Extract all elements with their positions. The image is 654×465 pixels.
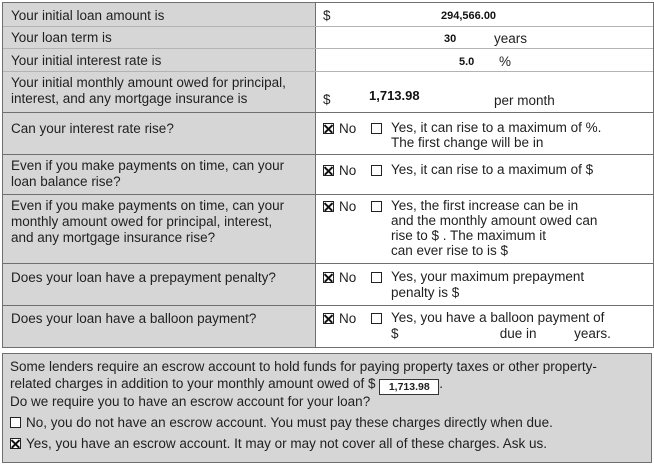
escrow-intro-line1: Some lenders require an escrow account to hold funds for paying property taxes or other property- bbox=[10, 359, 597, 374]
monthly-amount-unit: per month bbox=[494, 93, 555, 108]
interest-rate-value: 5.0 bbox=[459, 56, 475, 68]
monthly-amount-currency: $ bbox=[323, 92, 331, 107]
question-balance-rise-line1: Even if you make payments on time, can your bbox=[11, 158, 285, 173]
rate-rise-yes-line1: Yes, it can rise to a maximum of %. bbox=[391, 120, 602, 135]
monthly-amount-label-line1: Your initial monthly amount owed for principal, bbox=[11, 75, 286, 90]
checkbox-checked-icon[interactable] bbox=[323, 313, 334, 324]
monthly-amount-label-line2: interest, and any mortgage insurance is bbox=[11, 91, 248, 106]
escrow-intro-line2: related charges in addition to your monthly amount owed of $ 1,713.98 . bbox=[10, 376, 444, 393]
question-payment-rise-line2: monthly amount owed for principal, interest, bbox=[11, 214, 273, 229]
row-divider bbox=[3, 194, 653, 195]
loan-amount-label: Your initial loan amount is bbox=[11, 8, 165, 23]
escrow-amount-box: 1,713.98 bbox=[379, 379, 439, 395]
escrow-yes-option[interactable]: Yes, you have an escrow account. It may or may not cover all of these charges. Ask us. bbox=[10, 436, 547, 452]
payment-rise-no-option[interactable]: No bbox=[323, 199, 356, 215]
checkbox-empty-icon[interactable] bbox=[371, 313, 382, 324]
balloon-yes-checkbox[interactable] bbox=[371, 311, 387, 327]
question-prepayment-penalty: Does your loan have a prepayment penalty? bbox=[11, 270, 276, 285]
row-divider bbox=[3, 154, 653, 155]
loan-terms-table bbox=[2, 2, 654, 348]
prepayment-yes-line1: Yes, your maximum prepayment bbox=[391, 269, 585, 284]
prepayment-yes-line2: penalty is $ bbox=[391, 285, 460, 300]
escrow-no-option[interactable]: No, you do not have an escrow account. You must pay these charges directly when due. bbox=[10, 415, 553, 431]
loan-amount-currency: $ bbox=[323, 8, 331, 23]
interest-rate-unit: % bbox=[499, 54, 512, 69]
loan-disclosure-document bbox=[2, 2, 652, 463]
rate-rise-no-option[interactable]: No bbox=[323, 121, 356, 137]
loan-term-value: 30 bbox=[444, 33, 457, 45]
row-divider bbox=[3, 26, 653, 27]
balloon-yes-line2: $ due in years. bbox=[391, 326, 611, 341]
payment-rise-yes-checkbox[interactable] bbox=[371, 199, 387, 215]
checkbox-checked-icon[interactable] bbox=[323, 272, 334, 283]
row-divider bbox=[3, 48, 653, 49]
escrow-question: Do we require you to have an escrow account for your loan? bbox=[10, 394, 371, 409]
loan-amount-value: 294,566.00 bbox=[441, 10, 497, 22]
balance-rise-yes-line1: Yes, it can rise to a maximum of $ bbox=[391, 162, 594, 177]
payment-rise-yes-line2: and the monthly amount owed can bbox=[391, 213, 598, 228]
loan-term-label: Your loan term is bbox=[11, 30, 112, 45]
checkbox-checked-icon[interactable] bbox=[323, 165, 334, 176]
checkbox-checked-icon[interactable] bbox=[323, 201, 334, 212]
checkbox-checked-icon[interactable] bbox=[323, 123, 334, 134]
escrow-section bbox=[2, 353, 652, 463]
row-divider bbox=[3, 305, 653, 306]
row-divider bbox=[3, 263, 653, 264]
question-balance-rise-line2: loan balance rise? bbox=[11, 174, 121, 189]
checkbox-empty-icon[interactable] bbox=[371, 165, 382, 176]
checkbox-empty-icon[interactable] bbox=[10, 417, 21, 428]
question-payment-rise-line1: Even if you make payments on time, can your bbox=[11, 198, 285, 213]
checkbox-empty-icon[interactable] bbox=[371, 201, 382, 212]
prepayment-yes-checkbox[interactable] bbox=[371, 270, 387, 286]
question-balloon-payment: Does your loan have a balloon payment? bbox=[11, 311, 257, 326]
question-payment-rise-line3: and any mortgage insurance rise? bbox=[11, 230, 216, 245]
payment-rise-yes-line3: rise to $ . The maximum it bbox=[391, 228, 547, 243]
payment-rise-yes-line4: can ever rise to is $ bbox=[391, 243, 509, 258]
row-divider bbox=[3, 71, 653, 72]
question-rate-rise: Can your interest rate rise? bbox=[11, 121, 174, 136]
row-divider bbox=[3, 112, 653, 113]
rate-rise-yes-checkbox[interactable] bbox=[371, 121, 387, 137]
rate-rise-yes-line2: The first change will be in bbox=[391, 135, 544, 150]
loan-term-unit: years bbox=[494, 31, 528, 46]
balloon-yes-line1: Yes, you have a balloon payment of bbox=[391, 310, 605, 325]
monthly-amount-value: 1,713.98 bbox=[369, 88, 420, 103]
balance-rise-no-option[interactable]: No bbox=[323, 163, 356, 179]
prepayment-no-option[interactable]: No bbox=[323, 270, 356, 286]
balloon-no-option[interactable]: No bbox=[323, 311, 356, 327]
interest-rate-label: Your initial interest rate is bbox=[11, 53, 162, 68]
payment-rise-yes-line1: Yes, the first increase can be in bbox=[391, 198, 579, 213]
checkbox-checked-icon[interactable] bbox=[10, 438, 21, 449]
balance-rise-yes-checkbox[interactable] bbox=[371, 163, 387, 179]
checkbox-empty-icon[interactable] bbox=[371, 123, 382, 134]
checkbox-empty-icon[interactable] bbox=[371, 272, 382, 283]
